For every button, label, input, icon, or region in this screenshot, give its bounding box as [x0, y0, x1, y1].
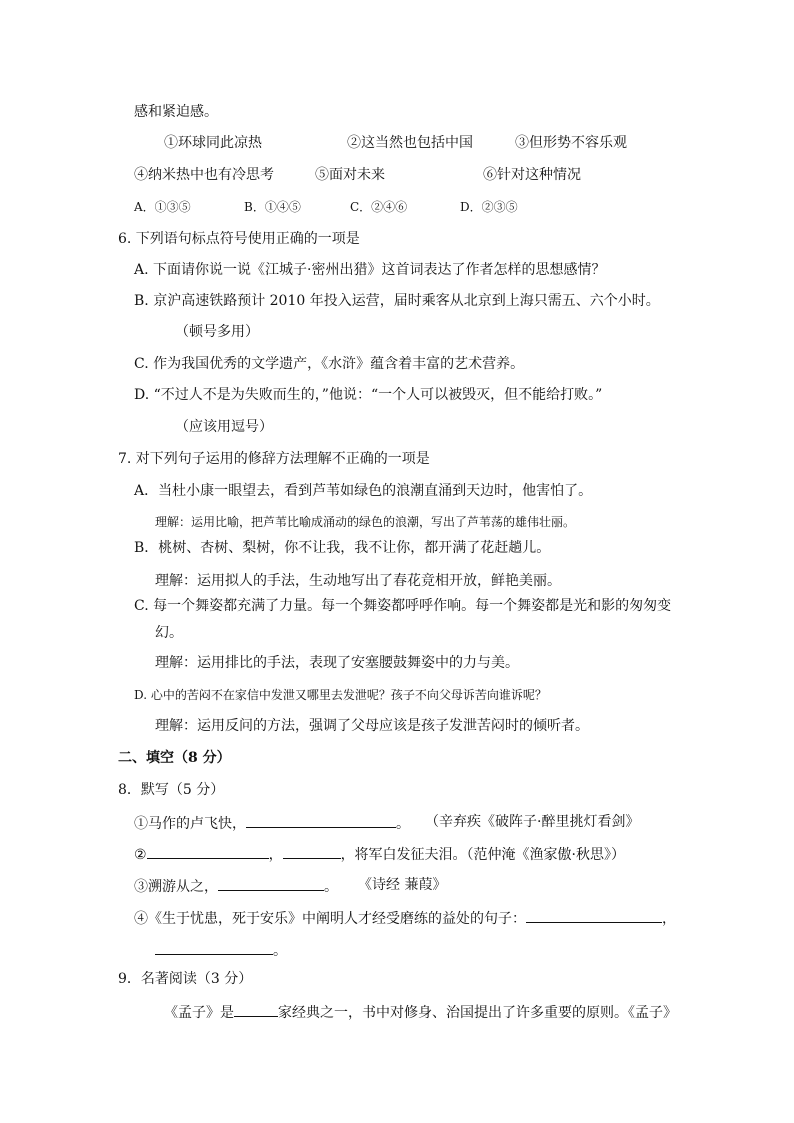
q9-stem: 9．名著阅读（3 分） [118, 971, 253, 987]
q6-option-a: A. 下面请你说一说《江城子·密州出猎》这首词表达了作者怎样的思想感情？ [134, 262, 606, 278]
q5-option-b: B．①④⑤ [244, 200, 301, 214]
q7-option-a: A．当杜小康一眼望去，看到芦苇如绿色的浪潮直涌到天边时，他害怕了。 [134, 483, 593, 499]
q8-blank-1[interactable] [246, 813, 396, 828]
q7-option-c-line1: C. 每一个舞姿都充满了力量。每一个舞姿都呼呼作响。每一个舞姿都是光和影的匆匆变 [134, 598, 672, 614]
q8-stem: 8．默写（5 分） [118, 782, 225, 798]
q8-line-2-comma: ， [268, 847, 283, 863]
q5-item-3: ③但形势不容乐观 [515, 135, 627, 151]
q6-option-c: C. 作为我国优秀的文学遗产，《水浒》蕴含着丰富的艺术营养。 [134, 356, 525, 372]
q8-line-4-comma: ， [662, 911, 676, 927]
q8-line-1-prefix: ①马作的卢飞快， [134, 816, 246, 832]
q6-option-d-note: （应该用逗号） [175, 419, 273, 435]
q7-option-a-note: 理解：运用比喻，把芦苇比喻成涌动的绿色的浪潮，写出了芦苇荡的雄伟壮丽。 [155, 515, 576, 529]
q6-stem: 6. 下列语句标点符号使用正确的一项是 [118, 231, 360, 247]
q7-option-b-note: 理解：运用拟人的手法，生动地写出了春花竞相开放，鲜艳美丽。 [155, 573, 561, 589]
q8-line-1-source: （辛弃疾《破阵子·醉里挑灯看剑》 [425, 814, 640, 830]
q7-option-d: D. 心中的苦闷不在家信中发泄又哪里去发泄呢？孩子不向父母诉苦向谁诉呢？ [134, 688, 547, 702]
q8-line-1 [134, 813, 410, 833]
q7-stem: 7. 对下列句子运用的修辞方法理解不正确的一项是 [118, 451, 430, 467]
q8-blank-6[interactable] [155, 940, 273, 955]
q8-line-4-prefix: ④《生于忧患，死于安乐》中阐明人才经受磨练的益处的句子： [134, 911, 526, 927]
q6-option-b-note: （顿号多用） [175, 324, 259, 340]
section-2-title: 二、填空（8 分） [118, 750, 231, 766]
q8-blank-2[interactable] [147, 844, 269, 859]
q9-text-suffix: 家经典之一，书中对修身、治国提出了许多重要的原则。《孟子》 [278, 1005, 677, 1021]
q8-line-4 [134, 908, 676, 928]
q7-option-c-note: 理解：运用排比的手法，表现了安塞腰鼓舞姿中的力与美。 [155, 655, 519, 671]
q5-item-5: ⑤面对未来 [315, 167, 385, 183]
q6-option-d: D. “不过人不是为失败而生的，”他说：“一个人可以被毁灭，但不能给打败。” [134, 387, 603, 403]
q8-line-3 [134, 876, 338, 896]
q6-option-b: B. 京沪高速铁路预计 2010 年投入运营，届时乘客从北京到上海只需五、六个小时。 [134, 293, 660, 309]
q5-option-d: D．②③⑤ [460, 200, 518, 214]
q7-option-c-line2: 幻。 [155, 625, 183, 641]
q8-line-3-source: 《诗经 蒹葭》 [358, 877, 447, 893]
q8-line-3-prefix: ③溯游从之， [134, 879, 218, 895]
q5-item-6: ⑥针对这种情况 [483, 167, 581, 183]
q5-item-4: ④纳米热中也有冷思考 [134, 167, 274, 183]
q8-line-2-prefix: ② [134, 847, 147, 863]
q8-line-5 [155, 940, 287, 960]
q8-blank-5[interactable] [526, 908, 662, 923]
continuation-text: 感和紧迫感。 [134, 104, 218, 120]
q8-line-3-period: 。 [324, 879, 338, 895]
q9-blank-1[interactable] [234, 1002, 278, 1017]
q9-text [164, 1002, 677, 1022]
q8-blank-4[interactable] [218, 876, 324, 891]
q7-option-b: B．桃树、杏树、梨树，你不让我，我不让你，都开满了花赶趟儿。 [134, 540, 551, 556]
q5-option-c: C．②④⑥ [350, 200, 408, 214]
q5-item-2: ②这当然也包括中国 [347, 135, 473, 151]
q8-line-2 [134, 844, 625, 864]
q8-line-5-period: 。 [273, 943, 287, 959]
q7-option-d-note: 理解：运用反问的方法，强调了父母应该是孩子发泄苦闷时的倾听者。 [155, 718, 589, 734]
q8-line-2-suffix: ，将军白发征夫泪。（范仲淹《渔家傲·秋思》） [340, 847, 626, 863]
q5-option-a: A．①③⑤ [134, 200, 191, 214]
q8-line-1-period: 。 [396, 816, 410, 832]
q5-item-1: ①环球同此凉热 [164, 135, 262, 151]
q9-text-prefix: 《孟子》是 [164, 1005, 234, 1021]
q8-blank-3[interactable] [283, 844, 341, 859]
